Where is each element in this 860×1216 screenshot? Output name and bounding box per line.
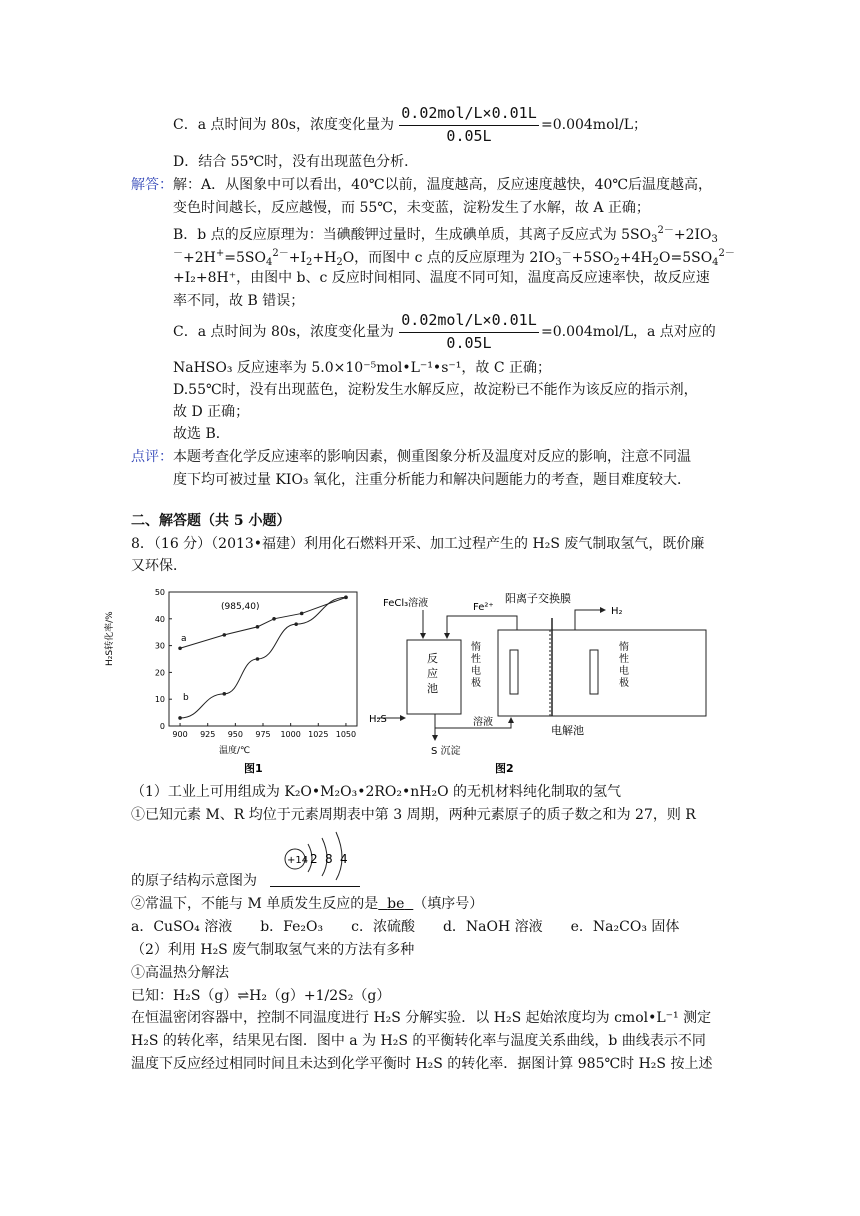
answer-line-11: 故选 B． bbox=[173, 426, 230, 442]
series-a-point bbox=[272, 617, 276, 621]
fraction-1 bbox=[399, 104, 539, 146]
answer-line-3: B．b 点的反应原理为：当碘酸钾过量时，生成碘单质，其离子反应式为 $5SO_3^{2-}+2IO_3$ bbox=[173, 225, 718, 245]
section-heading: 二、解答题（共 5 小题） bbox=[131, 513, 291, 529]
chart-axes bbox=[169, 592, 357, 726]
q-part-2: （2）利用 H₂S 废气制取氢气来的方法有多种 bbox=[131, 942, 415, 958]
option-c-result: =0.004mol/L； bbox=[541, 117, 648, 133]
figure-2-caption: 图2 bbox=[495, 762, 514, 775]
y-tick-labels bbox=[155, 588, 165, 731]
comment-line-2: 度下均可被过量 KIO₃ 氧化，注重分析能力和解决问题能力的考查，题目难度较大． bbox=[173, 472, 691, 488]
series-b-point bbox=[178, 716, 182, 720]
figure-1-chart bbox=[105, 586, 371, 782]
fe2-label: Fe²⁺ bbox=[473, 602, 494, 613]
comment-line-1: 本题考查化学反应速率的影响因素，侧重图象分析及温度对反应的影响，注意不同温 bbox=[173, 449, 691, 465]
series-b-point bbox=[256, 657, 260, 661]
inert-electrode-2d: 极 bbox=[619, 678, 629, 689]
q-part-2d: H₂S 的转化率，结果见右图．图中 a 为 H₂S 的平衡转化率与温度关系曲线，b 曲线表示不同 bbox=[131, 1033, 706, 1049]
option-d-text: D．结合 55℃时，没有出现蓝色分析． bbox=[173, 154, 419, 170]
y-tick-label: 20 bbox=[154, 668, 165, 678]
x-tick-label: 1025 bbox=[308, 730, 329, 739]
shell-2: 8 bbox=[325, 852, 333, 866]
answer-line-8: NaHSO₃ 反应速率为 5.0×10⁻⁵mol•L⁻¹•s⁻¹，故 C 正确； bbox=[173, 360, 551, 376]
x-tick-label: 975 bbox=[255, 730, 271, 739]
option-c-text: C．a 点时间为 80s，浓度变化量为 bbox=[173, 117, 394, 133]
series-b-label: b bbox=[183, 693, 189, 703]
q-part-1: （1）工业上可用组成为 K₂O•M₂O₃•2RO₂•nH₂O 的无机材料纯化制取的氢气 bbox=[131, 784, 622, 800]
question-8-line-1: 8．（16 分）（2013•福建）利用化石燃料开采、加工过程产生的 H₂S 废气制取氢气，既价廉 bbox=[131, 536, 705, 552]
series-a-label: a bbox=[181, 634, 187, 644]
inert-electrode-1d: 极 bbox=[471, 678, 481, 689]
h2s-label: H₂S bbox=[369, 714, 387, 725]
x-tick-label: 1050 bbox=[335, 730, 357, 739]
y-tick-label: 50 bbox=[154, 588, 165, 597]
question-8-line-2: 又环保． bbox=[131, 558, 187, 574]
solution-label: 溶液 bbox=[473, 717, 493, 728]
sulfur-precipitate-label: S 沉淀 bbox=[431, 746, 461, 757]
electrolysis-cell-box bbox=[498, 630, 706, 716]
shell-3: 4 bbox=[340, 852, 348, 866]
y-tick-label: 10 bbox=[154, 695, 165, 705]
comment-label: 点评： bbox=[131, 449, 173, 465]
answer-line-4: $^-+2H^+=5SO_4^{2-}+I_2+H_2O$，而图中 c 点的反应原理为 $2IO_3^-+5SO_2+4H_2O=5SO_4^{2-}$ bbox=[173, 248, 735, 268]
q-part-1a: ①已知元素 M、R 均位于元素周期表中第 3 周期，两种元素原子的质子数之和为 27，则 R bbox=[131, 807, 696, 823]
answer-line-5: +I₂+8H⁺，由图中 b、c 反应时间相同、温度不同可知，温度高反应速率快，故反应速 bbox=[173, 270, 710, 286]
y-tick-label: 0 bbox=[159, 722, 165, 731]
series-b-line bbox=[180, 597, 346, 718]
series-b-point bbox=[222, 692, 226, 696]
series-a-point bbox=[300, 612, 304, 616]
x-tick-label: 950 bbox=[227, 730, 243, 739]
fraction-numerator: 0.02mol/L×0.01L bbox=[401, 311, 537, 329]
series-a-point bbox=[178, 646, 182, 650]
reactor-label-3: 池 bbox=[427, 682, 438, 695]
y-tick-label: 30 bbox=[154, 641, 165, 651]
q-part-2a: ①高温热分解法 bbox=[131, 965, 229, 981]
answer-line-10: 故 D 正确； bbox=[173, 404, 250, 420]
reactor-label-1: 反 bbox=[427, 652, 438, 665]
q-part-2b: 已知：H₂S（g）⇌H₂（g）+1/2S₂（g） bbox=[131, 988, 391, 1004]
answer-c-result: =0.004mol/L，a 点对应的 bbox=[541, 324, 716, 340]
x-tick-label: 1000 bbox=[280, 730, 301, 739]
fecl3-label: FeCl₃溶液 bbox=[383, 598, 429, 609]
fraction-2 bbox=[399, 311, 539, 353]
plot-frame bbox=[169, 592, 357, 726]
series-a-line bbox=[180, 597, 346, 648]
x-tick-labels bbox=[172, 730, 356, 739]
x-tick-label: 900 bbox=[172, 730, 188, 739]
series-b-point bbox=[294, 622, 298, 626]
inert-electrode-1c: 电 bbox=[471, 666, 481, 677]
h2-label: H₂ bbox=[611, 606, 623, 617]
inert-electrode-1b: 性 bbox=[471, 654, 481, 665]
answer-label: 解答： bbox=[131, 177, 173, 193]
fraction-numerator: 0.02mol/L×0.01L bbox=[401, 104, 537, 122]
nucleus-charge: +14 bbox=[287, 855, 309, 866]
answer-line-6: 率不同，故 B 错误； bbox=[173, 293, 305, 309]
series-a-point bbox=[256, 625, 260, 629]
answer-line-2: 变色时间越长，反应越慢，而 55℃，未变蓝，淀粉发生了水解，故 A 正确； bbox=[173, 200, 650, 216]
atom-structure-diagram bbox=[274, 830, 364, 876]
x-tick-label: 925 bbox=[200, 730, 216, 739]
y-tick-label: 40 bbox=[154, 614, 165, 624]
membrane-label: 阳离子交换膜 bbox=[505, 592, 571, 605]
left-electrode bbox=[510, 650, 518, 694]
q-part-2c: 在恒温密闭容器中，控制不同温度进行 H₂S 分解实验．以 H₂S 起始浓度均为 cmol•L⁻¹ 测定 bbox=[131, 1010, 712, 1026]
fraction-denominator: 0.05L bbox=[446, 334, 492, 352]
figure-2-diagram bbox=[365, 588, 755, 782]
fraction-bar bbox=[399, 125, 539, 126]
shell-1: 2 bbox=[310, 852, 318, 866]
answer-be: be bbox=[387, 896, 405, 912]
x-axis-label: 温度/℃ bbox=[219, 746, 251, 756]
inert-electrode-2c: 电 bbox=[619, 666, 629, 677]
answer-c-text: C．a 点时间为 80s，浓度变化量为 bbox=[173, 324, 394, 340]
answer-blank-line bbox=[270, 886, 360, 887]
point-annotation: (985,40) bbox=[221, 602, 260, 612]
fraction-denominator: 0.05L bbox=[446, 127, 492, 145]
electrolysis-cell-label: 电解池 bbox=[551, 724, 584, 737]
inert-electrode-2a: 惰 bbox=[619, 642, 629, 653]
q-part-1b: ②常温下，不能与 M 单质发生反应的是 be （填序号） bbox=[131, 896, 484, 912]
fraction-bar bbox=[399, 332, 539, 333]
q-part-2e: 温度下反应经过相同时间且未达到化学平衡时 H₂S 的转化率．据图计算 985℃时 H₂S 按上述 bbox=[131, 1056, 713, 1072]
right-electrode bbox=[590, 650, 598, 694]
q-part-1a-end: 的原子结构示意图为 bbox=[131, 873, 257, 889]
inert-electrode-2b: 性 bbox=[619, 654, 629, 665]
answer-line-1: 解：A．从图象中可以看出，40℃以前，温度越高，反应速度越快，40℃后温度越高， bbox=[173, 177, 713, 193]
figure-1-caption: 图1 bbox=[244, 762, 263, 775]
series-b-point bbox=[344, 596, 348, 600]
inert-electrode-1a: 惰 bbox=[471, 642, 481, 653]
answer-line-9: D.55℃时，没有出现蓝色，淀粉发生水解反应，故淀粉已不能作为该反应的指示剂， bbox=[173, 382, 698, 398]
y-axis-label: H₂S转化率/% bbox=[105, 611, 115, 666]
series-a-point bbox=[222, 633, 226, 637]
q-options: a．CuSO₄ 溶液 b．Fe₂O₃ c．浓硫酸 d．NaOH 溶液 e．Na₂CO₃ 固体 bbox=[131, 919, 680, 935]
reactor-label-2: 应 bbox=[427, 667, 438, 680]
chart-series bbox=[178, 596, 347, 720]
